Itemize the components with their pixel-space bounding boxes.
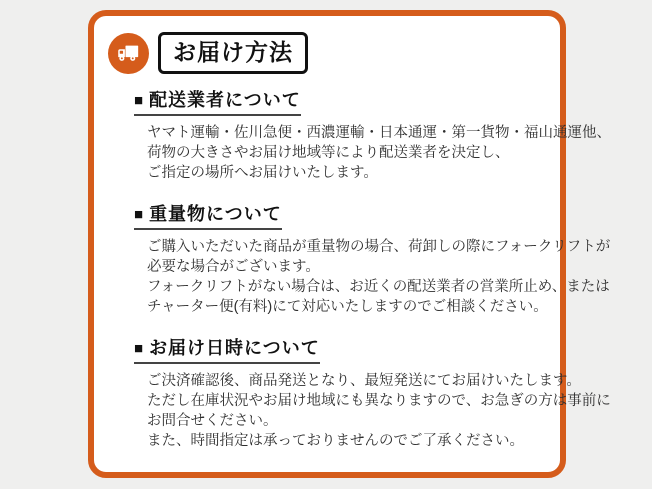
- delivery-info-panel: [88, 10, 611, 478]
- body-line: お問合せください。: [147, 413, 278, 429]
- square-bullet-icon: ■: [134, 92, 145, 109]
- section-heavy-items-heading: [134, 200, 282, 230]
- section-heading-text: 配送業者について: [149, 90, 301, 110]
- section-carriers-body: [134, 123, 611, 183]
- square-bullet-icon: ■: [134, 340, 145, 357]
- body-line: ただし在庫状況やお届け地域にも異なりますので、お急ぎの方は事前に: [147, 393, 611, 409]
- section-heavy-items-body: [134, 237, 611, 317]
- panel-header: [108, 32, 560, 74]
- truck-icon: [108, 33, 149, 74]
- body-line: チャーター便(有料)にて対応いたしますのでご相談ください。: [147, 299, 548, 315]
- body-line: 荷物の大きさやお届け地域等により配送業者を決定し、: [147, 145, 510, 161]
- square-bullet-icon: ■: [134, 206, 145, 223]
- section-heading-text: 重量物について: [149, 204, 282, 224]
- body-line: ご決済確認後、商品発送となり、最短発送にてお届けいたします。: [147, 373, 581, 389]
- body-line: フォークリフトがない場合は、お近くの配送業者の営業所止め、または: [147, 279, 610, 295]
- section-carriers-heading: [134, 86, 301, 116]
- body-line: ご購入いただいた商品が重量物の場合、荷卸しの際にフォークリフトが: [147, 239, 611, 255]
- body-line: ご指定の場所へお届けいたします。: [147, 165, 378, 181]
- section-heavy-items: [134, 200, 611, 317]
- panel-content: [134, 86, 611, 451]
- section-delivery-time: [134, 334, 611, 451]
- section-carriers: [134, 86, 611, 183]
- body-line: また、時間指定は承っておりませんのでご了承ください。: [147, 433, 524, 449]
- section-delivery-time-heading: [134, 334, 320, 364]
- section-delivery-time-body: [134, 371, 611, 451]
- section-heading-text: お届け日時について: [149, 338, 320, 358]
- body-line: ヤマト運輸・佐川急便・西濃運輸・日本通運・第一貨物・福山通運他、: [147, 125, 611, 141]
- body-line: 必要な場合がございます。: [147, 259, 320, 275]
- panel-title: お届け方法: [158, 32, 308, 74]
